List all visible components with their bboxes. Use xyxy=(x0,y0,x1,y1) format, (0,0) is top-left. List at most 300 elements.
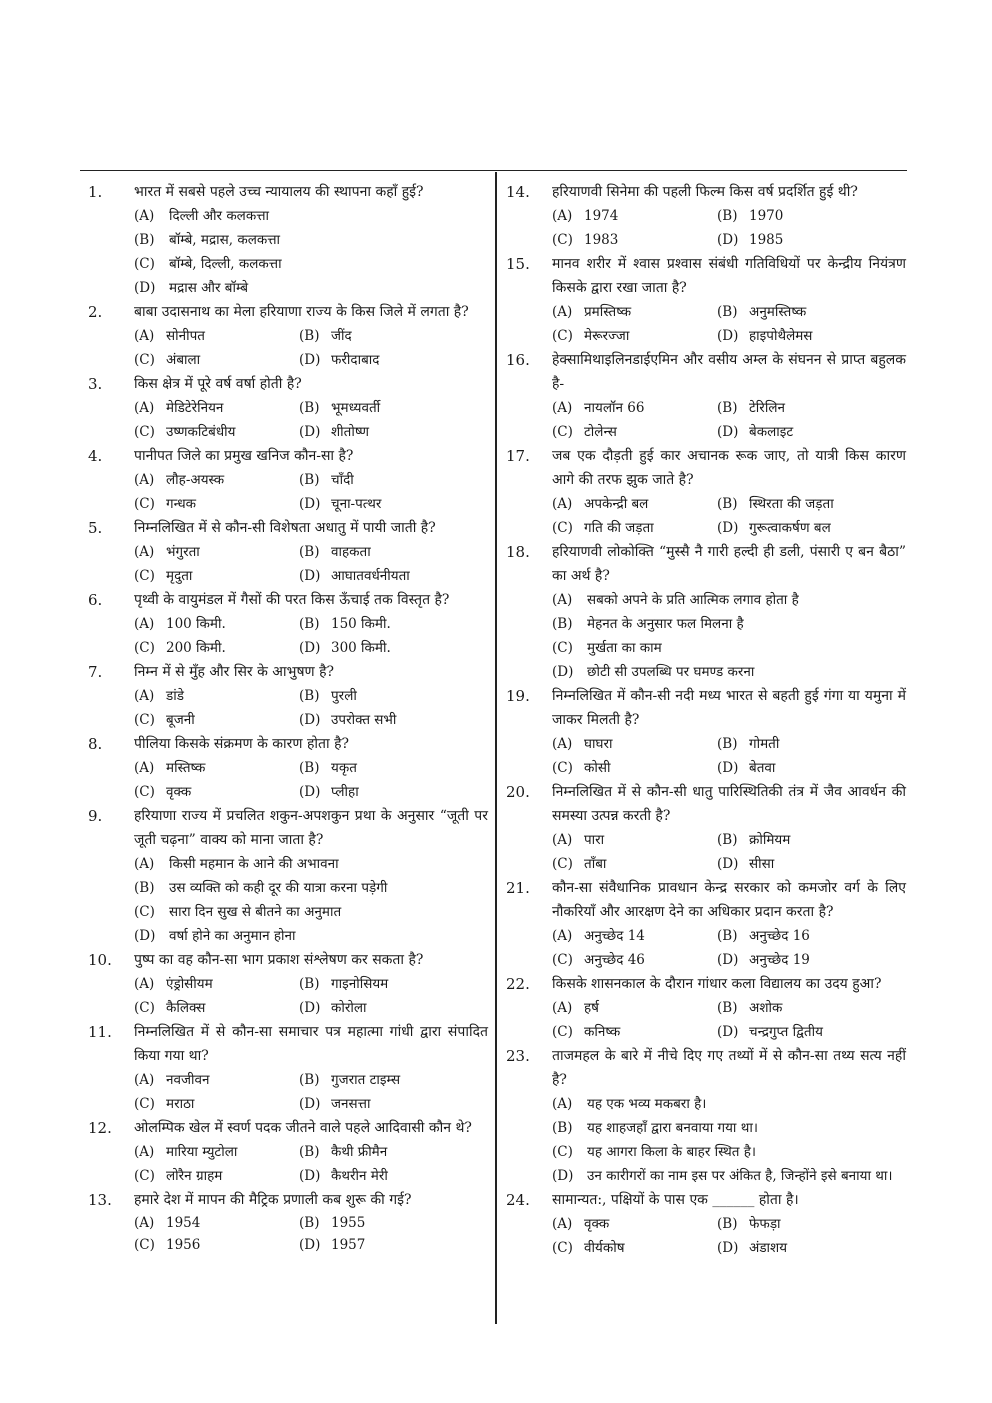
option-row xyxy=(134,684,488,708)
option-text: अंडाशय xyxy=(749,1240,788,1256)
question-header xyxy=(506,444,906,492)
question-item xyxy=(506,684,906,780)
answer-option xyxy=(134,564,299,588)
question-item xyxy=(506,540,906,684)
option-text: मारिया म्युटोला xyxy=(166,1144,238,1160)
question-header xyxy=(506,972,906,996)
answer-option xyxy=(552,516,717,540)
option-label: (A) xyxy=(134,208,155,224)
option-text: भूमध्यवर्ती xyxy=(331,400,381,416)
question-number: 18. xyxy=(506,543,530,561)
option-text: टोलेन्स xyxy=(584,424,617,440)
answer-option xyxy=(299,564,479,588)
option-text: चूना-पत्थर xyxy=(331,496,382,512)
option-label: (D) xyxy=(134,928,156,944)
option-label: (D) xyxy=(717,760,739,776)
option-row xyxy=(552,828,906,852)
question-item xyxy=(506,1188,906,1260)
option-text: 300 किमी. xyxy=(331,640,391,656)
option-label: (C) xyxy=(134,1096,155,1112)
question-header xyxy=(506,876,906,924)
question-text: निम्नलिखित में से कौन-सी विशेषता अधातु में पायी जाती है? xyxy=(134,520,436,536)
options-block xyxy=(88,540,488,588)
question-number: 10. xyxy=(88,951,112,969)
question-header xyxy=(506,252,906,300)
answer-option xyxy=(552,756,717,780)
question-text: किसके शासनकाल के दौरान गांधार कला विद्यालय का उदय हुआ? xyxy=(552,976,882,992)
option-text: कैलिक्स xyxy=(166,1000,206,1016)
option-text: अनुमस्तिष्क xyxy=(749,304,807,320)
options-block xyxy=(506,732,906,780)
option-label: (A) xyxy=(134,1144,155,1160)
option-label: (C) xyxy=(134,1237,155,1253)
option-text: पारा xyxy=(584,832,605,848)
question-number: 12. xyxy=(88,1119,112,1137)
option-label: (C) xyxy=(552,424,573,440)
options-block xyxy=(506,828,906,876)
answer-option xyxy=(717,1236,897,1260)
answer-option xyxy=(552,636,906,660)
answer-option xyxy=(134,1068,299,1092)
option-label: (C) xyxy=(552,760,573,776)
option-label: (B) xyxy=(552,1120,573,1136)
option-label: (B) xyxy=(134,880,155,896)
question-text: निम्नलिखित में से कौन-सी धातु पारिस्थितिकी तंत्र में जैव आवर्धन की समस्या उत्पन्न करती है? xyxy=(552,784,906,824)
option-label: (C) xyxy=(552,520,573,536)
option-label: (C) xyxy=(552,856,573,872)
option-label: (A) xyxy=(552,304,573,320)
answer-option xyxy=(552,1212,717,1236)
question-item xyxy=(88,660,488,732)
option-label: (B) xyxy=(299,976,320,992)
question-text: हेक्सामिथाइलिनडाईएमिन और वसीय अम्ल के संघनन से प्राप्त बहुलक है- xyxy=(552,352,906,392)
question-header xyxy=(88,660,488,684)
answer-option xyxy=(299,324,479,348)
option-label: (D) xyxy=(717,1240,739,1256)
option-text: मेरूरज्जा xyxy=(584,328,630,344)
answer-option xyxy=(552,732,717,756)
option-text: यह आगरा किला के बाहर स्थित है। xyxy=(587,1144,757,1160)
answer-option xyxy=(134,972,299,996)
answer-option xyxy=(717,492,897,516)
option-label: (D) xyxy=(717,328,739,344)
option-row xyxy=(134,636,488,660)
option-label: (D) xyxy=(717,952,739,968)
question-number: 1. xyxy=(88,183,103,201)
question-number: 14. xyxy=(506,183,530,201)
option-text: वर्षा होने का अनुमान होना xyxy=(169,928,296,944)
option-text: शीतोष्ण xyxy=(331,424,369,440)
question-text: पुष्प का वह कौन-सा भाग प्रकाश संश्लेषण कर सकता है? xyxy=(134,952,424,968)
answer-option xyxy=(299,612,479,636)
option-text: 1974 xyxy=(584,208,619,224)
option-row xyxy=(134,420,488,444)
option-text: अनुच्छेद 16 xyxy=(749,928,810,944)
answer-option xyxy=(299,1068,479,1092)
answer-option xyxy=(552,396,717,420)
options-block xyxy=(506,492,906,540)
option-row xyxy=(552,852,906,876)
question-text: निम्नलिखित में से कौन-सा समाचार पत्र महात्मा गांधी द्वारा संपादित किया गया था? xyxy=(134,1024,488,1064)
option-text: लौह-अयस्क xyxy=(166,472,225,488)
question-item xyxy=(506,444,906,540)
option-label: (B) xyxy=(717,736,738,752)
answer-option xyxy=(552,1236,717,1260)
answer-option xyxy=(717,924,897,948)
question-header xyxy=(88,948,488,972)
option-text: आघातवर्धनीयता xyxy=(331,568,410,584)
question-number: 21. xyxy=(506,879,530,897)
option-text: उस व्यक्ति को कही दूर की यात्रा करना पड़ेगी xyxy=(169,880,388,896)
option-text: 1957 xyxy=(331,1237,366,1253)
option-text: बेकलाइट xyxy=(749,424,794,440)
option-text: 1956 xyxy=(166,1237,201,1253)
option-text: जनसत्ता xyxy=(331,1096,371,1112)
option-label: (D) xyxy=(717,424,739,440)
answer-option xyxy=(134,1092,299,1116)
question-header xyxy=(506,348,906,396)
options-block xyxy=(506,204,906,252)
question-header xyxy=(88,1116,488,1140)
option-text: कनिष्क xyxy=(584,1024,621,1040)
option-row xyxy=(134,492,488,516)
option-label: (D) xyxy=(717,856,739,872)
answer-option xyxy=(134,468,299,492)
option-text: यह एक भव्य मकबरा है। xyxy=(587,1096,707,1112)
option-label: (A) xyxy=(134,856,155,872)
option-label: (C) xyxy=(134,424,155,440)
option-text: कोरोला xyxy=(331,1000,367,1016)
answer-option xyxy=(552,204,717,228)
option-label: (A) xyxy=(552,736,573,752)
option-text: अंबाला xyxy=(166,352,201,368)
question-text: पीलिया किसके संक्रमण के कारण होता है? xyxy=(134,736,350,752)
answer-option xyxy=(134,900,488,924)
answer-option xyxy=(717,948,897,972)
option-row xyxy=(552,996,906,1020)
question-text: हमारे देश में मापन की मैट्रिक प्रणाली कब शुरू की गई? xyxy=(134,1192,412,1208)
question-item xyxy=(88,180,488,300)
question-text: निम्नलिखित में कौन-सी नदी मध्य भारत से बहती हुई गंगा या यमुना में जाकर मिलती है? xyxy=(552,688,906,728)
option-label: (B) xyxy=(299,1144,320,1160)
option-text: 1954 xyxy=(166,1215,201,1231)
answer-option xyxy=(717,852,897,876)
question-number: 3. xyxy=(88,375,103,393)
question-number: 2. xyxy=(88,303,103,321)
option-label: (B) xyxy=(299,1215,320,1231)
option-label: (D) xyxy=(299,424,321,440)
question-item xyxy=(506,972,906,1044)
options-block xyxy=(506,1212,906,1260)
question-text: पानीपत जिले का प्रमुख खनिज कौन-सा है? xyxy=(134,448,354,464)
question-item xyxy=(88,300,488,372)
question-text: पृथ्वी के वायुमंडल में गैसों की परत किस ऊँचाई तक विस्तृत है? xyxy=(134,592,450,608)
option-row xyxy=(134,348,488,372)
answer-option xyxy=(299,996,479,1020)
option-label: (B) xyxy=(717,832,738,848)
option-label: (B) xyxy=(717,304,738,320)
option-label: (A) xyxy=(134,544,155,560)
option-label: (D) xyxy=(552,664,574,680)
answer-option xyxy=(134,420,299,444)
question-number: 8. xyxy=(88,735,103,753)
answer-option xyxy=(134,1140,299,1164)
option-label: (C) xyxy=(134,568,155,584)
option-text: दिल्ली और कलकत्ता xyxy=(169,208,270,224)
answer-option xyxy=(299,396,479,420)
option-text: 100 किमी. xyxy=(166,616,226,632)
question-text: सामान्यत:, पक्षियों के पास एक ______ होता है। xyxy=(552,1192,799,1208)
option-row xyxy=(552,1020,906,1044)
option-label: (B) xyxy=(299,760,320,776)
option-row xyxy=(134,540,488,564)
question-text: निम्न में से मुँह और सिर के आभुषण है? xyxy=(134,664,335,680)
option-label: (C) xyxy=(134,784,155,800)
answer-option xyxy=(134,612,299,636)
option-label: (A) xyxy=(134,760,155,776)
answer-option xyxy=(134,1212,299,1234)
answer-option xyxy=(134,252,488,276)
answer-option xyxy=(717,1020,897,1044)
option-label: (B) xyxy=(299,400,320,416)
option-label: (B) xyxy=(299,1072,320,1088)
option-label: (C) xyxy=(134,904,155,920)
option-row xyxy=(134,468,488,492)
question-header xyxy=(88,444,488,468)
question-header xyxy=(88,300,488,324)
options-block xyxy=(506,924,906,972)
option-text: कैथरीन मेरी xyxy=(331,1168,388,1184)
answer-option xyxy=(134,876,488,900)
option-text: कैथी फ्रीमैन xyxy=(331,1144,388,1160)
option-text: मद्रास और बॉम्बे xyxy=(169,280,249,296)
answer-option xyxy=(134,1164,299,1188)
question-number: 9. xyxy=(88,807,103,825)
question-header xyxy=(506,540,906,588)
option-text: मस्तिष्क xyxy=(166,760,206,776)
option-text: एंड्रोसीयम xyxy=(166,976,213,992)
answer-option xyxy=(552,996,717,1020)
answer-option xyxy=(299,348,479,372)
option-label: (B) xyxy=(717,496,738,512)
option-row xyxy=(552,204,906,228)
option-label: (B) xyxy=(717,400,738,416)
question-number: 5. xyxy=(88,519,103,537)
answer-option xyxy=(552,948,717,972)
question-header xyxy=(88,1020,488,1068)
question-header xyxy=(506,1044,906,1092)
option-text: मराठा xyxy=(166,1096,195,1112)
option-row xyxy=(134,972,488,996)
option-text: वाहकता xyxy=(331,544,371,560)
question-item xyxy=(88,588,488,660)
option-label: (D) xyxy=(299,496,321,512)
options-block xyxy=(88,612,488,660)
question-number: 20. xyxy=(506,783,530,801)
option-text: सोनीपत xyxy=(166,328,205,344)
option-text: बॉम्बे, दिल्ली, कलकत्ता xyxy=(169,256,282,272)
answer-option xyxy=(717,1212,897,1236)
question-header xyxy=(506,780,906,828)
option-text: अनुच्छेद 14 xyxy=(584,928,645,944)
options-block xyxy=(88,1140,488,1188)
option-text: जींद xyxy=(331,328,352,344)
option-row xyxy=(134,996,488,1020)
answer-option xyxy=(134,540,299,564)
question-item xyxy=(88,444,488,516)
column-divider xyxy=(495,172,497,1324)
option-row xyxy=(552,420,906,444)
option-text: क्रोमियम xyxy=(749,832,791,848)
option-text: यह शाहजहाँ द्वारा बनवाया गया था। xyxy=(587,1120,758,1136)
option-text: सारा दिन सुख से बीतने का अनुमात xyxy=(169,904,342,920)
option-label: (C) xyxy=(552,1024,573,1040)
question-item xyxy=(88,1188,488,1256)
option-text: उष्णकटिबंधीय xyxy=(166,424,236,440)
option-row xyxy=(134,396,488,420)
option-text: फेफड़ा xyxy=(749,1216,781,1232)
answer-option xyxy=(134,636,299,660)
option-text: अनुच्छेद 46 xyxy=(584,952,645,968)
option-text: प्लीहा xyxy=(331,784,359,800)
answer-option xyxy=(134,996,299,1020)
answer-option xyxy=(134,1234,299,1256)
options-block xyxy=(88,468,488,516)
option-label: (C) xyxy=(552,328,573,344)
answer-option xyxy=(299,636,479,660)
answer-option xyxy=(552,492,717,516)
question-number: 4. xyxy=(88,447,103,465)
option-text: मृदुता xyxy=(166,568,193,584)
option-text: पुरली xyxy=(331,688,357,704)
question-item xyxy=(506,780,906,876)
option-text: गाइनोसियम xyxy=(331,976,389,992)
answer-option xyxy=(717,996,897,1020)
answer-option xyxy=(134,348,299,372)
option-row xyxy=(552,516,906,540)
option-label: (B) xyxy=(299,544,320,560)
question-text: मानव शरीर में श्वास प्रश्वास संबंधी गतिविधियों पर केन्द्रीय नियंत्रण किसके द्वारा रखा जाता है? xyxy=(552,256,906,296)
option-row xyxy=(134,1234,488,1256)
option-label: (D) xyxy=(299,568,321,584)
answer-option xyxy=(134,708,299,732)
question-header xyxy=(88,732,488,756)
answer-option xyxy=(299,972,479,996)
answer-option xyxy=(552,660,906,684)
answer-option xyxy=(717,516,897,540)
option-label: (B) xyxy=(299,616,320,632)
option-text: गोमती xyxy=(749,736,780,752)
option-label: (C) xyxy=(134,256,155,272)
question-text: बाबा उदासनाथ का मेला हरियाणा राज्य के किस जिले में लगता है? xyxy=(134,304,469,320)
option-row xyxy=(552,924,906,948)
option-text: भंगुरता xyxy=(166,544,200,560)
answer-option xyxy=(134,396,299,420)
answer-option xyxy=(552,1116,906,1140)
answer-option xyxy=(134,324,299,348)
question-number: 6. xyxy=(88,591,103,609)
option-text: चाँदी xyxy=(331,472,354,488)
options-block xyxy=(506,996,906,1044)
options-block xyxy=(88,684,488,732)
question-item xyxy=(88,948,488,1020)
answer-option xyxy=(552,924,717,948)
option-text: गति की जड़ता xyxy=(584,520,654,536)
question-header xyxy=(506,684,906,732)
option-text: लोरैन ग्राहम xyxy=(166,1168,223,1184)
answer-option xyxy=(299,492,479,516)
option-text: टेरिलिन xyxy=(749,400,785,416)
option-text: मेहनत के अनुसार फल मिलना है xyxy=(587,616,744,632)
option-label: (A) xyxy=(134,1072,155,1088)
option-text: वृक्क xyxy=(166,784,192,800)
option-text: प्रमस्तिष्क xyxy=(584,304,632,320)
answer-option xyxy=(299,756,479,780)
option-text: सीसा xyxy=(749,856,775,872)
option-row xyxy=(552,732,906,756)
option-text: किसी महमान के आने की अभावना xyxy=(169,856,339,872)
options-block xyxy=(506,1092,906,1188)
question-item xyxy=(506,180,906,252)
question-text: किस क्षेत्र में पूरे वर्ष वर्षा होती है? xyxy=(134,376,302,392)
option-label: (C) xyxy=(552,1144,573,1160)
question-item xyxy=(88,1116,488,1188)
answer-option xyxy=(552,828,717,852)
answer-option xyxy=(552,612,906,636)
answer-option xyxy=(552,852,717,876)
options-block xyxy=(506,396,906,444)
question-text: ओलम्पिक खेल में स्वर्ण पदक जीतने वाले पहले आदिवासी कौन थे? xyxy=(134,1120,472,1136)
question-number: 15. xyxy=(506,255,530,273)
question-header xyxy=(88,588,488,612)
option-label: (A) xyxy=(134,688,155,704)
option-label: (C) xyxy=(134,496,155,512)
option-row xyxy=(552,228,906,252)
option-text: नायलॉन 66 xyxy=(584,400,645,416)
answer-option xyxy=(552,420,717,444)
option-text: बॉम्बे, मद्रास, कलकत्ता xyxy=(169,232,281,248)
options-block xyxy=(88,204,488,300)
question-number: 16. xyxy=(506,351,530,369)
answer-option xyxy=(134,780,299,804)
answer-option xyxy=(717,324,897,348)
answer-option xyxy=(717,732,897,756)
option-text: नवजीवन xyxy=(166,1072,210,1088)
option-label: (B) xyxy=(717,928,738,944)
option-row xyxy=(552,324,906,348)
option-label: (D) xyxy=(134,280,156,296)
answer-option xyxy=(134,924,488,948)
option-text: बेतवा xyxy=(749,760,776,776)
answer-option xyxy=(134,204,488,228)
question-item xyxy=(506,252,906,348)
option-row xyxy=(552,492,906,516)
option-row xyxy=(134,780,488,804)
question-header xyxy=(88,180,488,204)
option-label: (C) xyxy=(552,232,573,248)
question-header xyxy=(88,804,488,852)
option-label: (A) xyxy=(134,400,155,416)
answer-option xyxy=(134,228,488,252)
answer-option xyxy=(299,420,479,444)
option-text: 1985 xyxy=(749,232,784,248)
option-label: (A) xyxy=(134,976,155,992)
option-label: (A) xyxy=(552,592,573,608)
option-label: (D) xyxy=(299,1237,321,1253)
option-text: बूजनी xyxy=(166,712,195,728)
option-label: (D) xyxy=(299,1000,321,1016)
question-header xyxy=(88,372,488,396)
